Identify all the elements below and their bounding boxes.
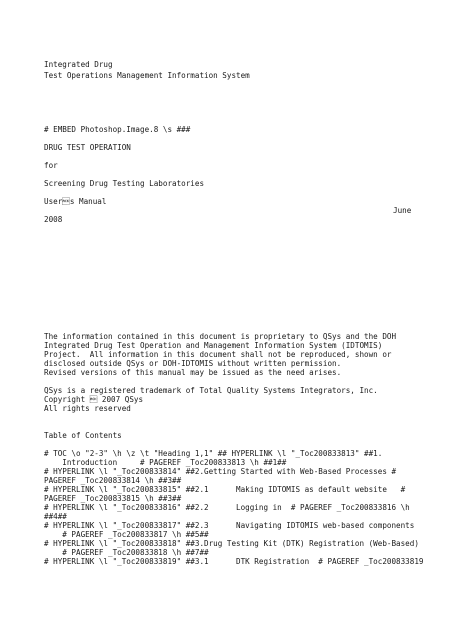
toc-line[interactable]: # HYPERLINK \l "_Toc200833818" ##3.Drug Testing Kit (DTK) Registration (Web-Based) bbox=[44, 539, 419, 548]
header-line-2: Test Operations Management Information System bbox=[44, 71, 250, 80]
toc-heading: Table of Contents bbox=[44, 431, 122, 440]
toc-line[interactable]: # TOC \o "2-3" \h \z \t "Heading 1,1" ## HYPERLINK \l "_Toc200833813" ##1. bbox=[44, 449, 383, 458]
date-year: 2008 bbox=[44, 215, 63, 224]
embed-field: # EMBED Photoshop.Image.8 \s ### bbox=[44, 125, 191, 134]
toc-line[interactable]: # HYPERLINK \l "_Toc200833814" ##2.Getting Started with Web-Based Processes # bbox=[44, 467, 397, 476]
document-title: DRUG TEST OPERATION bbox=[44, 143, 131, 152]
rights-line: All rights reserved bbox=[44, 404, 131, 413]
toc-line[interactable]: PAGEREF _Toc200833815 \h ##3## bbox=[44, 494, 182, 503]
trademark-line: QSys is a registered trademark of Total Quality Systems Integrators, Inc. bbox=[44, 386, 378, 395]
notice-line: Project. All information in this document shall not be reproduced, shown or bbox=[44, 350, 392, 359]
toc-line[interactable]: Introduction # PAGEREF _Toc200833813 \h ##1## bbox=[44, 458, 287, 467]
toc-line[interactable]: # PAGEREF _Toc200833818 \h ##7## bbox=[44, 548, 209, 557]
for-label: for bbox=[44, 161, 58, 170]
toc-line[interactable]: # PAGEREF _Toc200833817 \h ##5## bbox=[44, 530, 209, 539]
date-month: June bbox=[393, 206, 412, 215]
notice-line: Revised versions of this manual may be issued as the need arises. bbox=[44, 368, 342, 377]
toc-line[interactable]: # HYPERLINK \l "_Toc200833815" ##2.1 Making IDTOMIS as default website # bbox=[44, 485, 406, 494]
document-subtitle: Screening Drug Testing Laboratories bbox=[44, 179, 205, 188]
copyright-line: Copyright  2007 QSys bbox=[44, 395, 144, 404]
toc-line[interactable]: # HYPERLINK \l "_Toc200833816" ##2.2 Logging in # PAGEREF _Toc200833816 \h bbox=[44, 503, 410, 512]
toc-line[interactable]: # HYPERLINK \l "_Toc200833817" ##2.3 Navigating IDTOMIS web-based components bbox=[44, 521, 415, 530]
header-line-1: Integrated Drug bbox=[44, 60, 113, 69]
notice-line: disclosed outside QSys or DOH-IDTOMIS without written permission. bbox=[44, 359, 342, 368]
toc-line[interactable]: # HYPERLINK \l "_Toc200833819" ##3.1 DTK Registration # PAGEREF _Toc200833819 bbox=[44, 557, 424, 566]
notice-line: Integrated Drug Test Operation and Management Information System (IDTOMIS) bbox=[44, 341, 383, 350]
manual-label: Users Manual bbox=[44, 197, 107, 206]
toc-line[interactable]: ##4## bbox=[44, 512, 67, 521]
notice-line: The information contained in this document is proprietary to QSys and the DOH bbox=[44, 332, 397, 341]
toc-line[interactable]: PAGEREF _Toc200833814 \h ##3## bbox=[44, 476, 182, 485]
